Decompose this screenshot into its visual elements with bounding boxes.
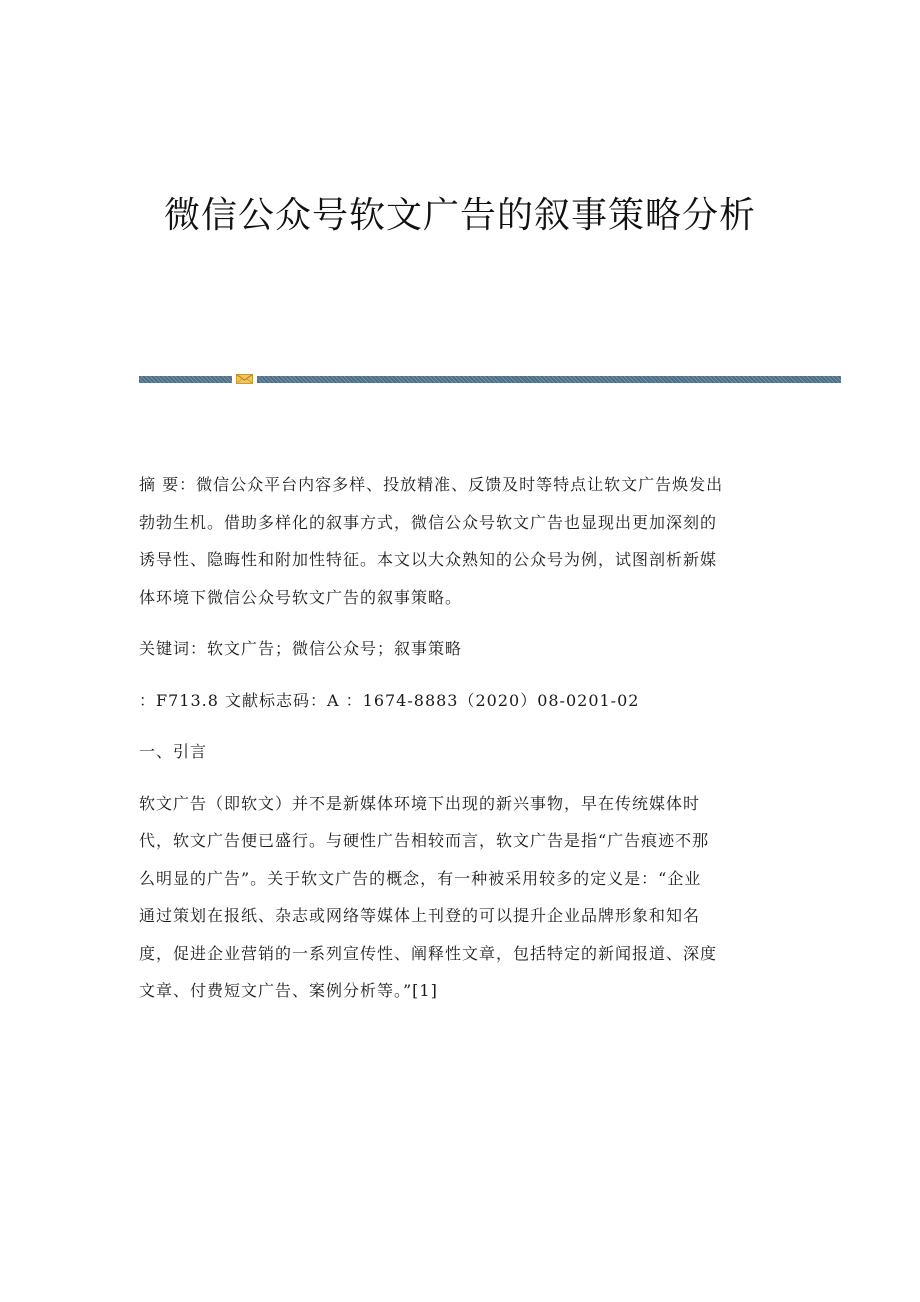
keywords-line: 关键词：软文广告；微信公众号；叙事策略 [139,639,463,658]
body-paragraph: 软文广告（即软文）并不是新媒体环境下出现的新兴事物，早在传统媒体时 代，软文广告便已盛行。与硬性广告相较而言，软文广告是指“广告痕迹不那 么明显的广告”。关于软文广告的概念，有一种被采用较多的定义是：“企业 通过策划在报纸、杂志或网络等媒体上刊登的可以提升企业品牌形象和知名 度，促进企业营销的一系列宣传性、阐释性文章，包括特定的新闻报道、深度 文章、付费短文广告、案例分析等。”[1] [139,793,718,1000]
divider-bar-right [257,376,841,383]
title-divider [139,374,841,384]
envelope-icon [236,374,253,384]
abstract-paragraph: 摘 要：微信公众平台内容多样、投放精准、反馈及时等特点让软文广告焕发出 勃勃生机。借助多样化的叙事方式，微信公众号软文广告也显现出更加深刻的 诱导性、隐晦性和附加性特征。本文以大众熟知的公众号为例，试图剖析新媒 体环境下微信公众号软文广告的叙事策略。 [139,475,724,607]
divider-bar-left [139,376,232,383]
section-heading: 一、引言 [139,742,208,761]
article-body [139,466,789,1010]
classification-line: ：F713.8 文献标志码：A ：1674-8883（2020）08-0201-02 [139,690,640,710]
page-title: 微信公众号软文广告的叙事策略分析 [163,195,756,236]
